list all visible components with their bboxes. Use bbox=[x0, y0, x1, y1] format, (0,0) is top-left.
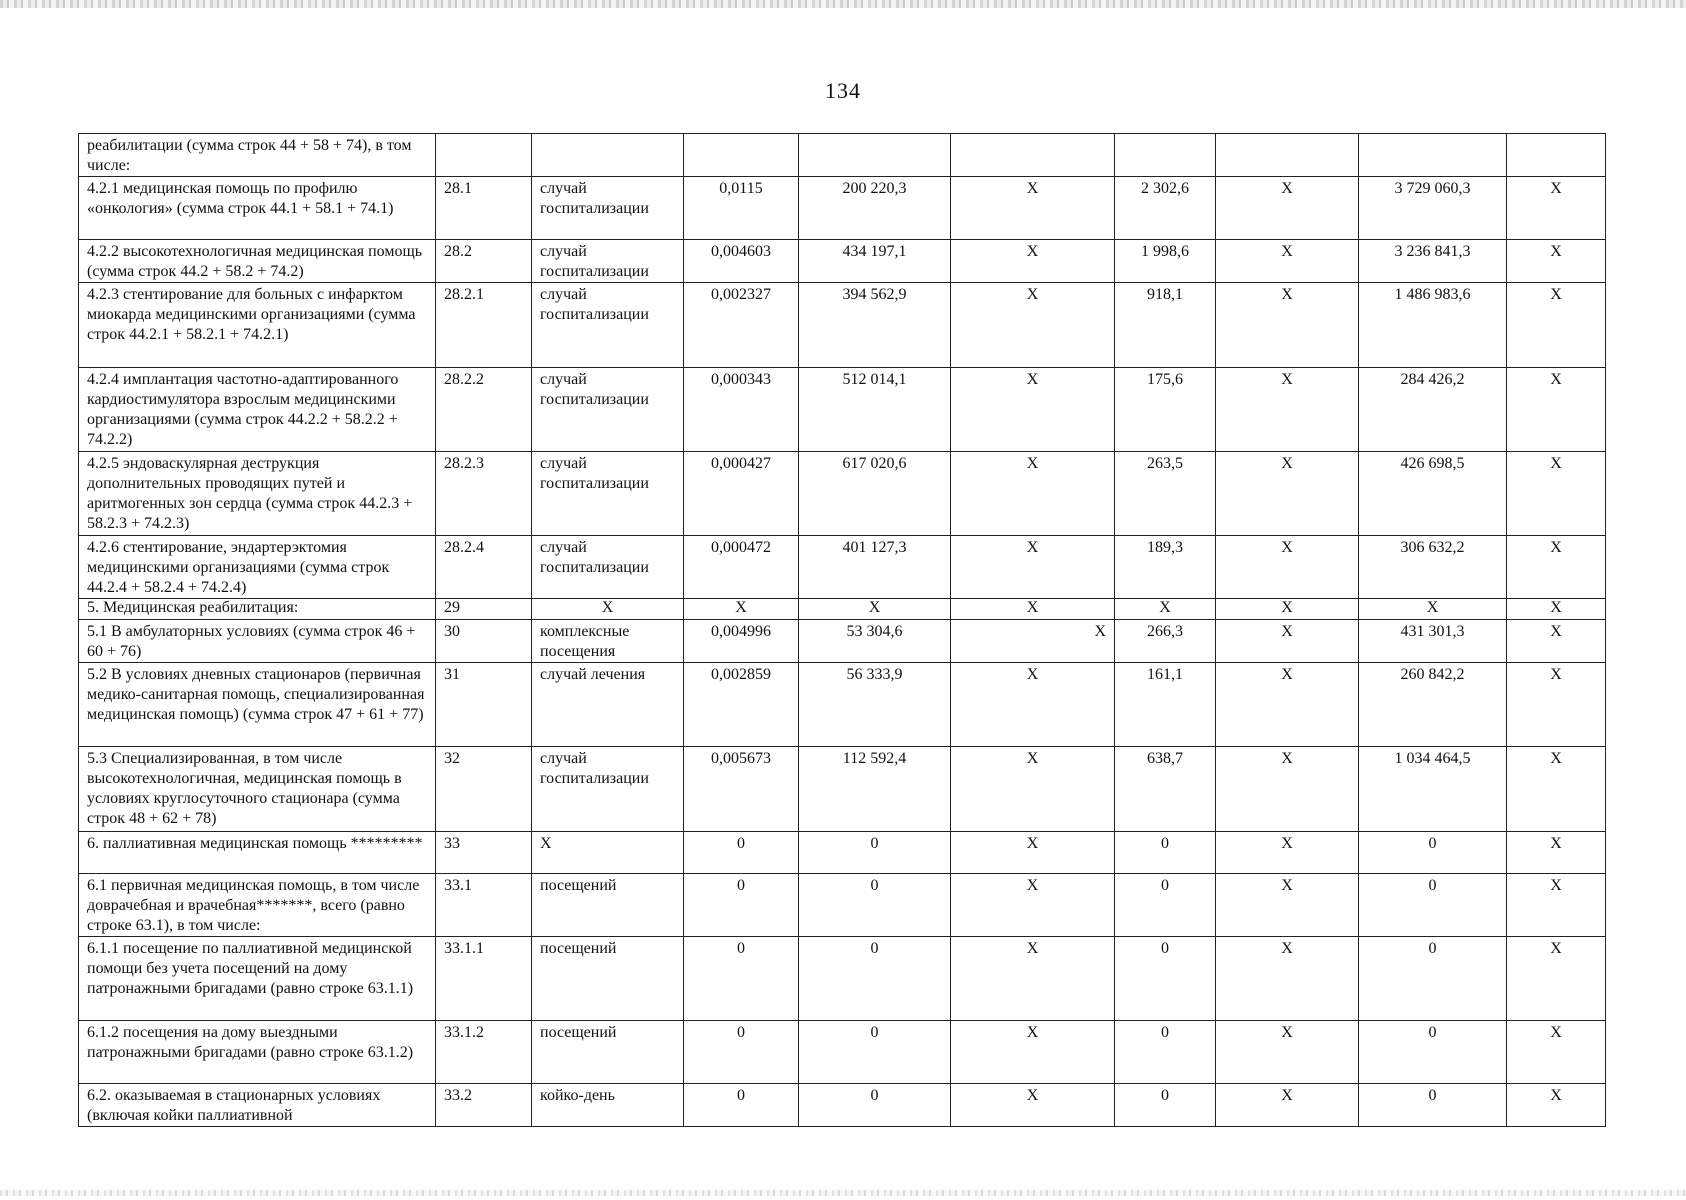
row-number: 33.1 bbox=[436, 874, 532, 937]
row-cell: X bbox=[1507, 937, 1606, 1021]
row-cell: X bbox=[951, 1021, 1115, 1084]
row-cell: X bbox=[1216, 368, 1359, 452]
row-cell: 0,005673 bbox=[684, 747, 799, 832]
row-cell: 638,7 bbox=[1115, 747, 1216, 832]
row-name: реабилитации (сумма строк 44 + 58 + 74), в том числе: bbox=[79, 134, 436, 177]
row-cell: 401 127,3 bbox=[799, 536, 951, 599]
row-cell: 0 bbox=[1115, 874, 1216, 937]
row-cell: 0 bbox=[799, 1021, 951, 1084]
row-cell: 0 bbox=[1115, 832, 1216, 874]
row-number: 33.1.1 bbox=[436, 937, 532, 1021]
row-cell: 3 236 841,3 bbox=[1359, 240, 1507, 283]
row-cell: X bbox=[1507, 1084, 1606, 1127]
scan-edge-bottom bbox=[0, 1190, 1686, 1196]
row-cell: 0,000472 bbox=[684, 536, 799, 599]
row-cell: 0,0115 bbox=[684, 177, 799, 240]
row-unit: посещений bbox=[532, 1021, 684, 1084]
data-table bbox=[78, 133, 1606, 1127]
row-cell: 0 bbox=[684, 832, 799, 874]
row-name: 5.2 В условиях дневных стационаров (первичная медико-санитарная помощь, специализированная медицинская помощь) (сумма строк 47 + 61 + 77) bbox=[79, 663, 436, 747]
row-unit: комплексные посещения bbox=[532, 620, 684, 663]
row-cell: 175,6 bbox=[1115, 368, 1216, 452]
row-cell: X bbox=[1507, 832, 1606, 874]
row-name: 4.2.3 стентирование для больных с инфарктом миокарда медицинскими организациями (сумма строк 44.2.1 + 58.2.1 + 74.2.1) bbox=[79, 283, 436, 368]
row-cell: 0,004996 bbox=[684, 620, 799, 663]
table-row bbox=[79, 937, 1606, 1021]
row-cell: X bbox=[1216, 1021, 1359, 1084]
row-unit: посещений bbox=[532, 874, 684, 937]
row-cell: X bbox=[951, 368, 1115, 452]
row-name: 6.1.2 посещения на дому выездными патронажными бригадами (равно строке 63.1.2) bbox=[79, 1021, 436, 1084]
row-cell: X bbox=[1507, 747, 1606, 832]
row-cell: X bbox=[1507, 177, 1606, 240]
row-cell bbox=[951, 134, 1115, 177]
row-cell: 0 bbox=[1359, 1021, 1507, 1084]
row-cell: 0,004603 bbox=[684, 240, 799, 283]
row-cell: X bbox=[1507, 368, 1606, 452]
row-name: 6.1 первичная медицинская помощь, в том числе доврачебная и врачебная*******, всего (равно строке 63.1), в том числе: bbox=[79, 874, 436, 937]
row-number bbox=[436, 134, 532, 177]
row-cell: 0 bbox=[1115, 937, 1216, 1021]
row-cell: 161,1 bbox=[1115, 663, 1216, 747]
row-cell: X bbox=[951, 663, 1115, 747]
row-cell: X bbox=[951, 832, 1115, 874]
row-cell: X bbox=[1216, 599, 1359, 620]
row-cell: 0,000427 bbox=[684, 452, 799, 536]
row-name: 5.3 Специализированная, в том числе высокотехнологичная, медицинская помощь в условиях круглосуточного стационара (сумма строк 48 + 62 + 78) bbox=[79, 747, 436, 832]
row-cell: X bbox=[1115, 599, 1216, 620]
row-number: 30 bbox=[436, 620, 532, 663]
table-row bbox=[79, 874, 1606, 937]
row-cell: 0,002327 bbox=[684, 283, 799, 368]
table-row bbox=[79, 240, 1606, 283]
row-unit: случай госпитализации bbox=[532, 283, 684, 368]
row-cell: X bbox=[1507, 874, 1606, 937]
table-row bbox=[79, 1021, 1606, 1084]
row-cell: X bbox=[951, 599, 1115, 620]
row-cell: X bbox=[1216, 1084, 1359, 1127]
row-cell: X bbox=[799, 599, 951, 620]
row-name: 6.2. оказываемая в стационарных условиях (включая койки паллиативной bbox=[79, 1084, 436, 1127]
row-cell: X bbox=[951, 874, 1115, 937]
row-cell: X bbox=[1507, 283, 1606, 368]
row-name: 5.1 В амбулаторных условиях (сумма строк 46 + 60 + 76) bbox=[79, 620, 436, 663]
row-cell: 260 842,2 bbox=[1359, 663, 1507, 747]
row-unit: случай госпитализации bbox=[532, 747, 684, 832]
row-number: 28.2.2 bbox=[436, 368, 532, 452]
row-cell: 0 bbox=[799, 832, 951, 874]
row-name: 5. Медицинская реабилитация: bbox=[79, 599, 436, 620]
table-row bbox=[79, 599, 1606, 620]
row-cell: 53 304,6 bbox=[799, 620, 951, 663]
row-cell: 0 bbox=[684, 1021, 799, 1084]
row-cell: 3 729 060,3 bbox=[1359, 177, 1507, 240]
row-unit: X bbox=[532, 599, 684, 620]
row-cell: X bbox=[1216, 747, 1359, 832]
row-cell: 0 bbox=[799, 1084, 951, 1127]
row-cell bbox=[799, 134, 951, 177]
row-cell bbox=[684, 134, 799, 177]
row-unit bbox=[532, 134, 684, 177]
row-cell: X bbox=[1507, 620, 1606, 663]
row-cell bbox=[1115, 134, 1216, 177]
row-cell: 0 bbox=[799, 937, 951, 1021]
row-unit: случай госпитализации bbox=[532, 240, 684, 283]
row-cell: X bbox=[951, 937, 1115, 1021]
row-cell: X bbox=[1507, 536, 1606, 599]
row-number: 31 bbox=[436, 663, 532, 747]
row-cell: 394 562,9 bbox=[799, 283, 951, 368]
table-row bbox=[79, 620, 1606, 663]
row-cell: X bbox=[951, 747, 1115, 832]
row-cell: 0 bbox=[1359, 1084, 1507, 1127]
row-unit: случай госпитализации bbox=[532, 536, 684, 599]
row-cell: X bbox=[1216, 240, 1359, 283]
row-cell: 200 220,3 bbox=[799, 177, 951, 240]
row-cell bbox=[1216, 134, 1359, 177]
row-cell: X bbox=[1507, 1021, 1606, 1084]
table-row bbox=[79, 283, 1606, 368]
row-number: 28.2.1 bbox=[436, 283, 532, 368]
row-number: 28.2.3 bbox=[436, 452, 532, 536]
table-row bbox=[79, 1084, 1606, 1127]
row-number: 32 bbox=[436, 747, 532, 832]
table-row bbox=[79, 832, 1606, 874]
row-cell: 0 bbox=[684, 874, 799, 937]
row-cell: X bbox=[1216, 536, 1359, 599]
row-cell: 918,1 bbox=[1115, 283, 1216, 368]
row-cell: X bbox=[1216, 832, 1359, 874]
row-cell: X bbox=[951, 452, 1115, 536]
row-cell: X bbox=[951, 177, 1115, 240]
table-row bbox=[79, 177, 1606, 240]
row-name: 4.2.6 стентирование, эндартерэктомия медицинскими организациями (сумма строк 44.2.4 + 58.2.4 + 74.2.4) bbox=[79, 536, 436, 599]
row-cell: 0 bbox=[1359, 874, 1507, 937]
row-cell: X bbox=[1507, 240, 1606, 283]
table-row bbox=[79, 134, 1606, 177]
row-unit: X bbox=[532, 832, 684, 874]
row-cell: 0,002859 bbox=[684, 663, 799, 747]
row-cell: X bbox=[1216, 874, 1359, 937]
row-cell: X bbox=[1216, 620, 1359, 663]
row-cell: 0 bbox=[1359, 832, 1507, 874]
row-cell: X bbox=[1216, 452, 1359, 536]
row-number: 33.2 bbox=[436, 1084, 532, 1127]
row-cell: 189,3 bbox=[1115, 536, 1216, 599]
row-cell: X bbox=[1216, 283, 1359, 368]
row-cell: 0 bbox=[1115, 1021, 1216, 1084]
row-unit: случай госпитализации bbox=[532, 177, 684, 240]
row-cell: X bbox=[1359, 599, 1507, 620]
row-name: 6. паллиативная медицинская помощь ********* bbox=[79, 832, 436, 874]
row-cell: X bbox=[1507, 599, 1606, 620]
row-name: 6.1.1 посещение по паллиативной медицинской помощи без учета посещений на дому патронажными бригадами (равно строке 63.1.1) bbox=[79, 937, 436, 1021]
table-row bbox=[79, 368, 1606, 452]
row-cell: 1 486 983,6 bbox=[1359, 283, 1507, 368]
row-cell: X bbox=[1507, 452, 1606, 536]
row-cell: 112 592,4 bbox=[799, 747, 951, 832]
row-number: 29 bbox=[436, 599, 532, 620]
row-number: 33.1.2 bbox=[436, 1021, 532, 1084]
row-cell: 434 197,1 bbox=[799, 240, 951, 283]
row-cell: 1 998,6 bbox=[1115, 240, 1216, 283]
row-cell: 0 bbox=[684, 1084, 799, 1127]
row-cell: X bbox=[951, 240, 1115, 283]
row-cell: 0,000343 bbox=[684, 368, 799, 452]
row-name: 4.2.2 высокотехнологичная медицинская помощь (сумма строк 44.2 + 58.2 + 74.2) bbox=[79, 240, 436, 283]
row-cell: 0 bbox=[799, 874, 951, 937]
row-cell: X bbox=[1216, 663, 1359, 747]
scan-edge-top bbox=[0, 0, 1686, 8]
table-row bbox=[79, 663, 1606, 747]
table-row bbox=[79, 452, 1606, 536]
row-cell: 1 034 464,5 bbox=[1359, 747, 1507, 832]
row-cell bbox=[1359, 134, 1507, 177]
row-cell: 266,3 bbox=[1115, 620, 1216, 663]
row-name: 4.2.5 эндоваскулярная деструкция дополнительных проводящих путей и аритмогенных зон сердца (сумма строк 44.2.3 + 58.2.3 + 74.2.3) bbox=[79, 452, 436, 536]
row-cell: 263,5 bbox=[1115, 452, 1216, 536]
row-cell: 0 bbox=[1115, 1084, 1216, 1127]
row-unit: случай госпитализации bbox=[532, 452, 684, 536]
row-number: 28.1 bbox=[436, 177, 532, 240]
row-cell: X bbox=[1507, 663, 1606, 747]
row-cell bbox=[1507, 134, 1606, 177]
row-cell: 56 333,9 bbox=[799, 663, 951, 747]
row-cell: 512 014,1 bbox=[799, 368, 951, 452]
row-unit: посещений bbox=[532, 937, 684, 1021]
row-cell: X bbox=[951, 283, 1115, 368]
row-cell: X bbox=[951, 536, 1115, 599]
row-unit: случай лечения bbox=[532, 663, 684, 747]
row-cell: X bbox=[951, 1084, 1115, 1127]
row-cell: X bbox=[1216, 937, 1359, 1021]
row-cell: 0 bbox=[1359, 937, 1507, 1021]
row-unit: койко-день bbox=[532, 1084, 684, 1127]
row-name: 4.2.1 медицинская помощь по профилю «онкология» (сумма строк 44.1 + 58.1 + 74.1) bbox=[79, 177, 436, 240]
row-cell: 431 301,3 bbox=[1359, 620, 1507, 663]
row-unit: случай госпитализации bbox=[532, 368, 684, 452]
row-cell: X bbox=[951, 620, 1115, 663]
row-cell: 284 426,2 bbox=[1359, 368, 1507, 452]
row-cell: 306 632,2 bbox=[1359, 536, 1507, 599]
row-cell: 426 698,5 bbox=[1359, 452, 1507, 536]
row-cell: X bbox=[684, 599, 799, 620]
row-number: 28.2.4 bbox=[436, 536, 532, 599]
row-number: 33 bbox=[436, 832, 532, 874]
row-cell: 2 302,6 bbox=[1115, 177, 1216, 240]
table-row bbox=[79, 747, 1606, 832]
row-cell: 617 020,6 bbox=[799, 452, 951, 536]
row-number: 28.2 bbox=[436, 240, 532, 283]
row-cell: X bbox=[1216, 177, 1359, 240]
page-number: 134 bbox=[825, 78, 861, 103]
row-name: 4.2.4 имплантация частотно-адаптированного кардиостимулятора взрослым медицинскими организациями (сумма строк 44.2.2 + 58.2.2 + 74.2.2) bbox=[79, 368, 436, 452]
row-cell: 0 bbox=[684, 937, 799, 1021]
table-row bbox=[79, 536, 1606, 599]
